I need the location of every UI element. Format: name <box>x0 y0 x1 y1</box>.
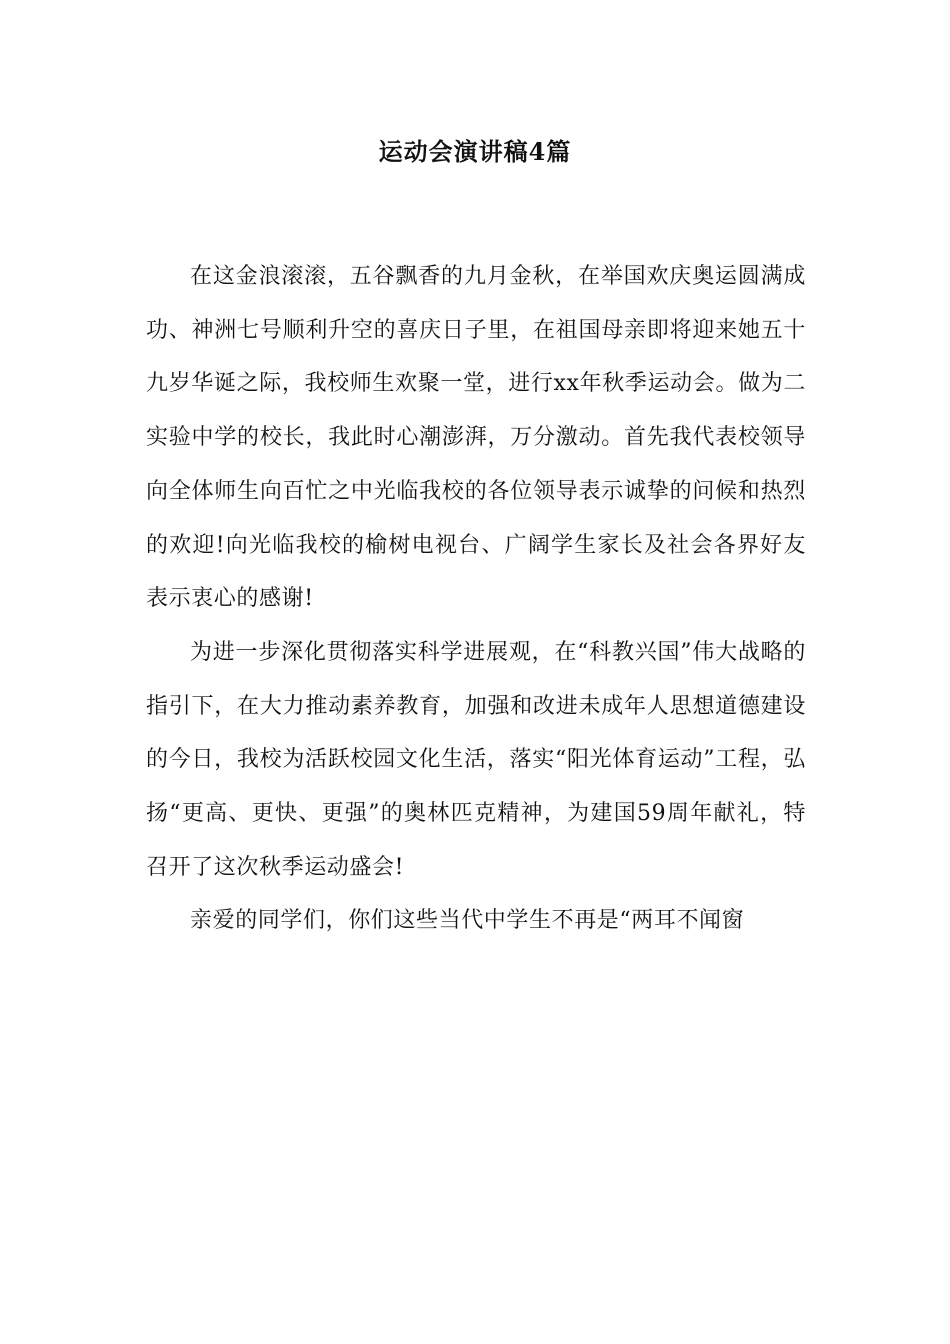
document-title: 运动会演讲稿4篇 <box>378 137 572 166</box>
paragraph-2: 为进一步深化贯彻落实科学进展观，在“科教兴国”伟大战略的指引下，在大力推动素养教育，加强和改进未成年人思想道德建设的今日，我校为活跃校园文化生活，落实“阳光体育运动”工程，弘扬“更高、更快、更强”的奥林匹克精神，为建国59周年献礼，特召开了这次秋季运动盛会! <box>146 639 806 880</box>
document-body <box>146 250 806 948</box>
paragraph-3: 亲爱的同学们，你们这些当代中学生不再是“两耳不闻窗 <box>190 908 745 934</box>
paragraph-1: 在这金浪滚滚，五谷飘香的九月金秋，在举国欢庆奥运圆满成功、神洲七号顺利升空的喜庆日子里，在祖国母亲即将迎来她五十九岁华诞之际，我校师生欢聚一堂，进行xx年秋季运动会。做为二实验中学的校长，我此时心潮澎湃，万分激动。首先我代表校领导向全体师生向百忙之中光临我校的各位领导表示诚挚的问候和热烈的欢迎!向光临我校的榆树电视台、广阔学生家长及社会各界好友表示衷心的感谢! <box>146 264 806 612</box>
